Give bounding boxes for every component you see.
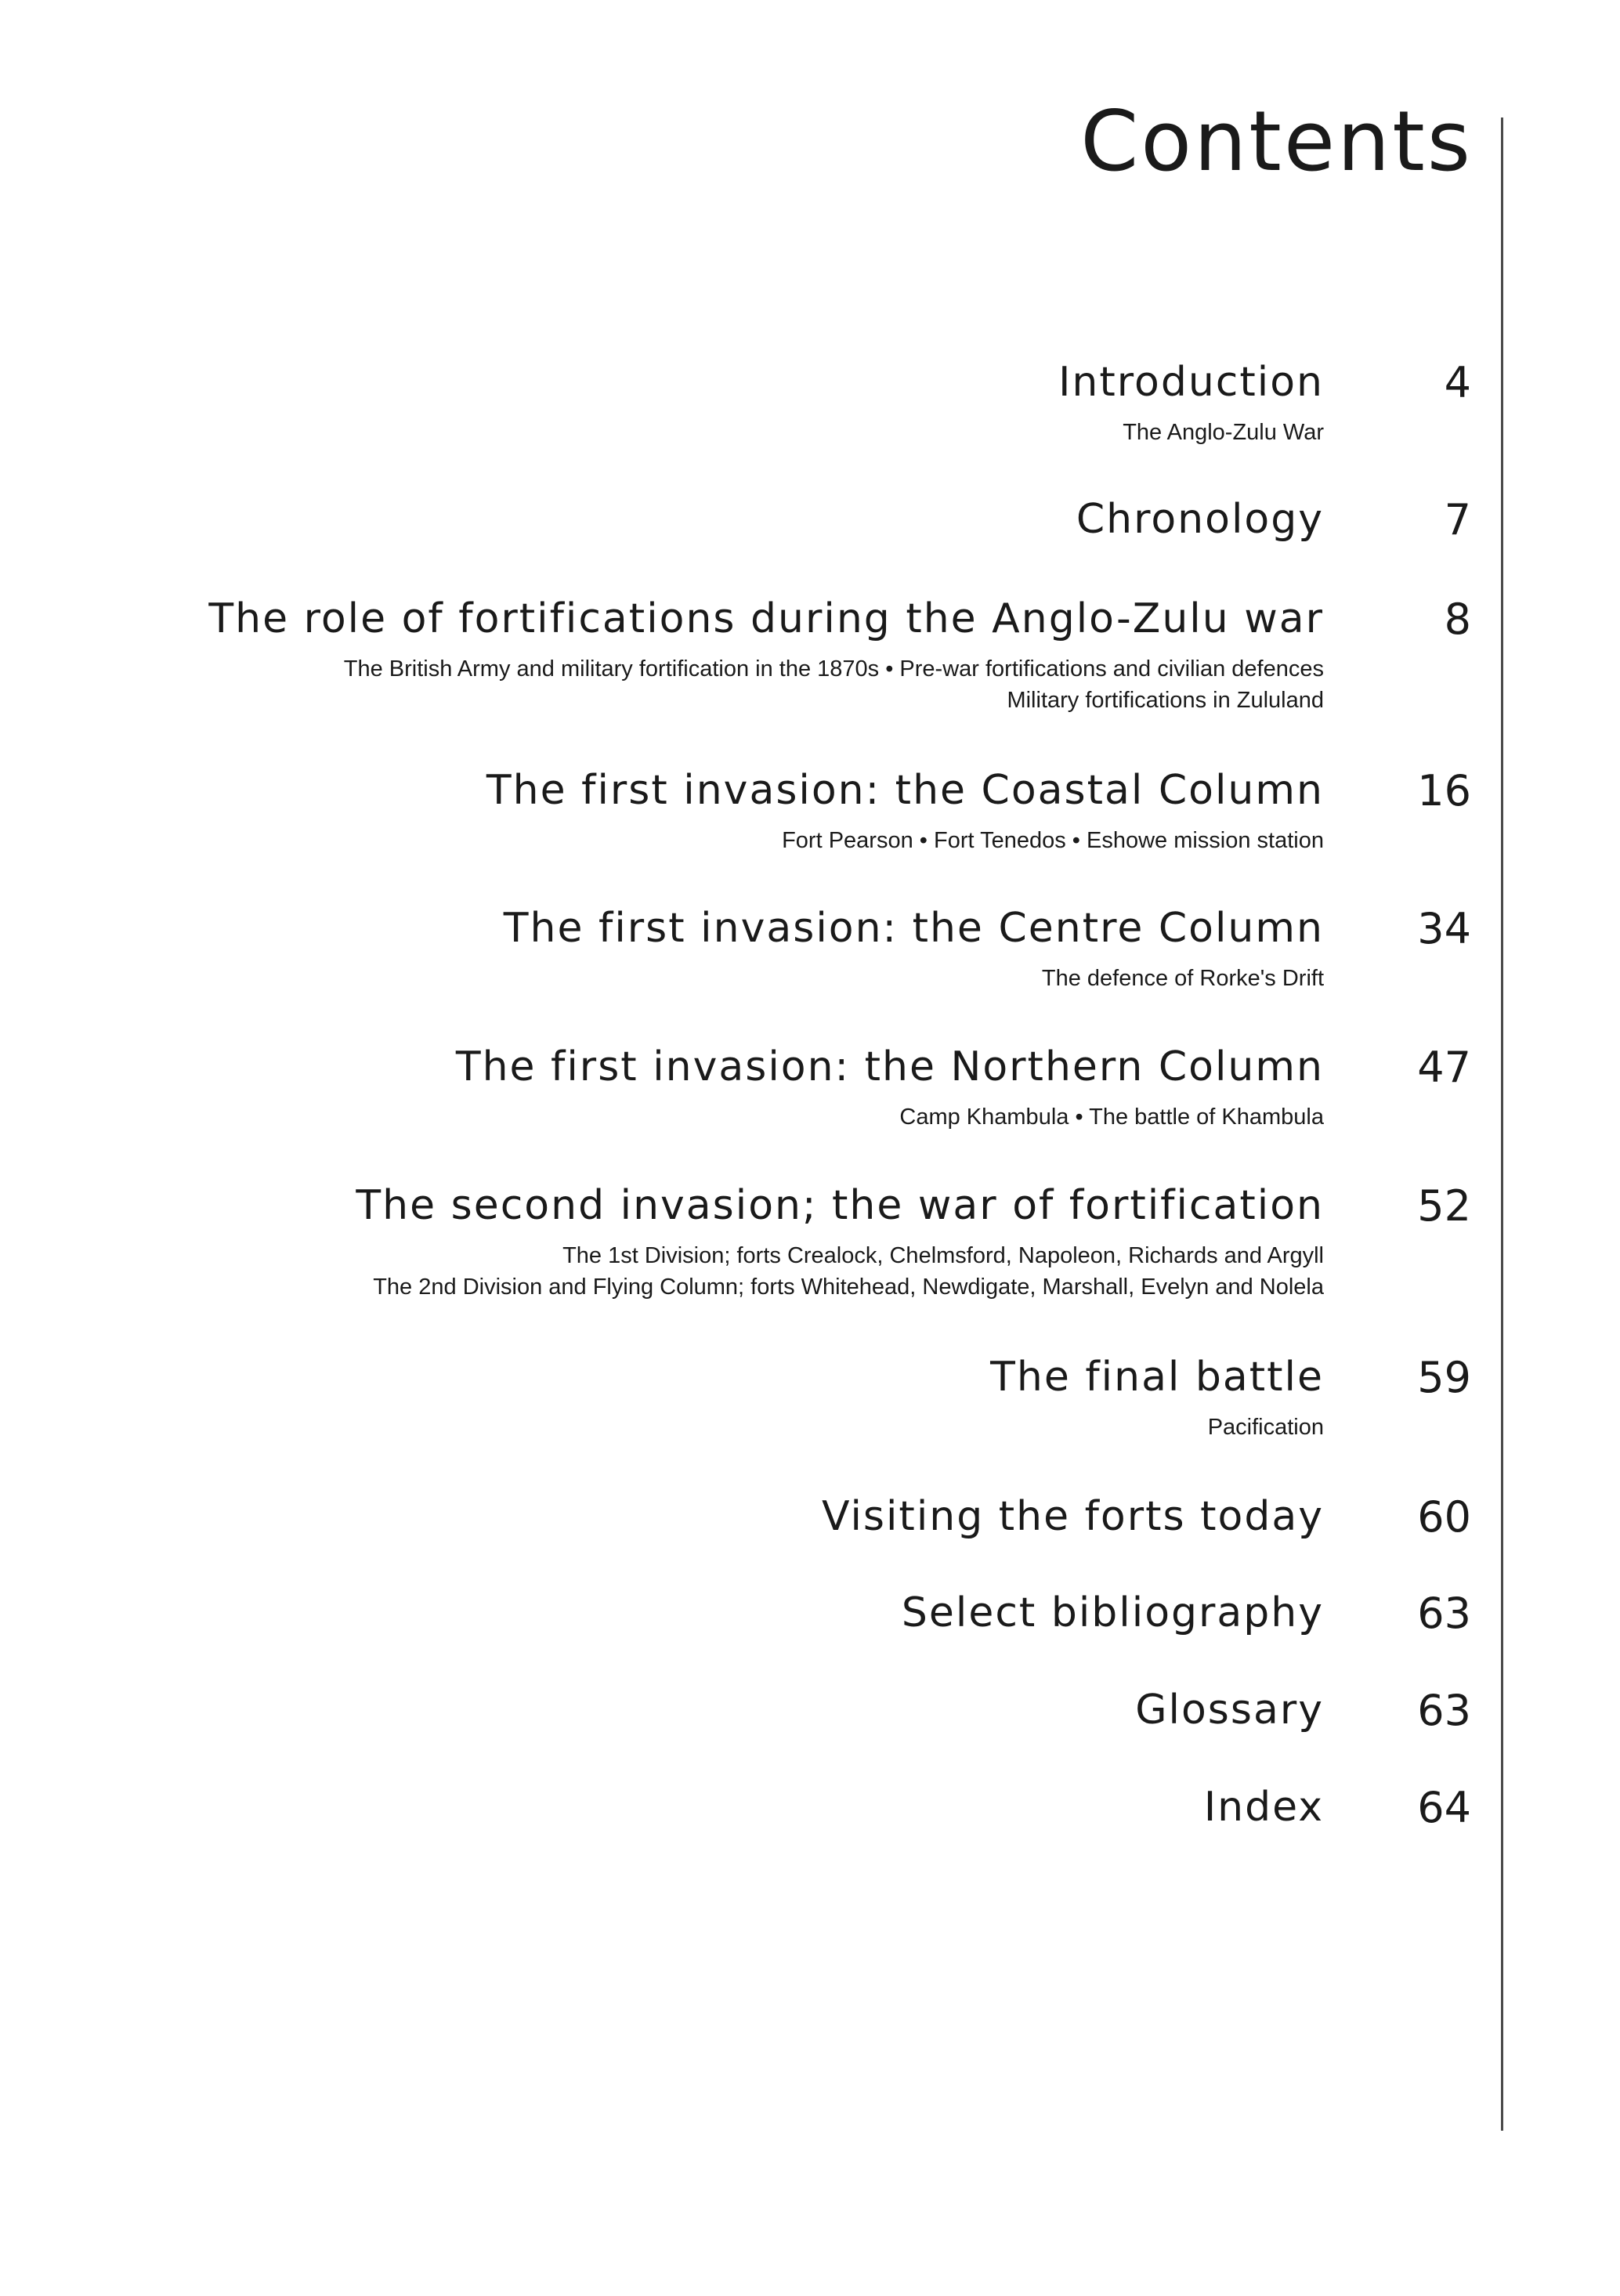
toc-entry-title[interactable]: The role of fortifications during the Anglo-Zulu war xyxy=(208,595,1324,642)
toc-entry-subtitle: Camp Khambula • The battle of Khambula xyxy=(899,1105,1324,1130)
toc-entry-page-number: 7 xyxy=(1444,495,1471,544)
toc-entry-title[interactable]: Select bibliography xyxy=(901,1589,1324,1636)
toc-entry-title[interactable]: The first invasion: the Centre Column xyxy=(503,905,1324,952)
toc-entry-page-number: 64 xyxy=(1417,1783,1471,1832)
toc-entry-page-number: 47 xyxy=(1417,1043,1471,1092)
toc-entry-title[interactable]: Index xyxy=(1203,1784,1324,1831)
toc-entry-subtitle: The defence of Rorke's Drift xyxy=(1041,966,1324,991)
toc-entry-subtitle: Military fortifications in Zululand xyxy=(1007,688,1324,713)
toc-entry-title[interactable]: Glossary xyxy=(1135,1687,1324,1734)
page-title: Contents xyxy=(1080,93,1473,190)
vertical-rule xyxy=(1501,118,1503,2131)
toc-entry-title[interactable]: The first invasion: the Northern Column xyxy=(455,1043,1324,1090)
toc-entry-subtitle: Pacification xyxy=(1207,1415,1324,1440)
toc-entry-page-number: 59 xyxy=(1417,1353,1471,1402)
toc-entry-page-number: 63 xyxy=(1417,1589,1471,1638)
toc-entry-page-number: 63 xyxy=(1417,1686,1471,1735)
toc-entry-page-number: 52 xyxy=(1417,1181,1471,1231)
toc-entry-subtitle: The 2nd Division and Flying Column; forts Whitehead, Newdigate, Marshall, Evelyn and Nolela xyxy=(373,1275,1324,1300)
toc-entry-title[interactable]: The final battle xyxy=(990,1354,1324,1401)
toc-entry-subtitle: The 1st Division; forts Crealock, Chelmsford, Napoleon, Richards and Argyll xyxy=(562,1243,1324,1268)
toc-entry-page-number: 60 xyxy=(1417,1492,1471,1542)
toc-entry-title[interactable]: The second invasion; the war of fortification xyxy=(356,1182,1324,1229)
toc-entry-page-number: 4 xyxy=(1444,358,1471,407)
toc-entry-title[interactable]: Introduction xyxy=(1058,359,1324,406)
toc-entry-subtitle: Fort Pearson • Fort Tenedos • Eshowe mission station xyxy=(782,828,1324,853)
toc-entry-page-number: 34 xyxy=(1417,904,1471,953)
toc-entry-title[interactable]: Chronology xyxy=(1076,496,1324,543)
toc-entry-page-number: 8 xyxy=(1444,595,1471,644)
toc-entry-title[interactable]: Visiting the forts today xyxy=(822,1493,1324,1540)
toc-entry-title[interactable]: The first invasion: the Coastal Column xyxy=(486,767,1324,814)
toc-entry-subtitle: The Anglo-Zulu War xyxy=(1123,420,1324,445)
toc-entry-subtitle: The British Army and military fortification in the 1870s • Pre-war fortifications and civilian defences xyxy=(343,656,1324,682)
toc-entry-page-number: 16 xyxy=(1417,766,1471,815)
